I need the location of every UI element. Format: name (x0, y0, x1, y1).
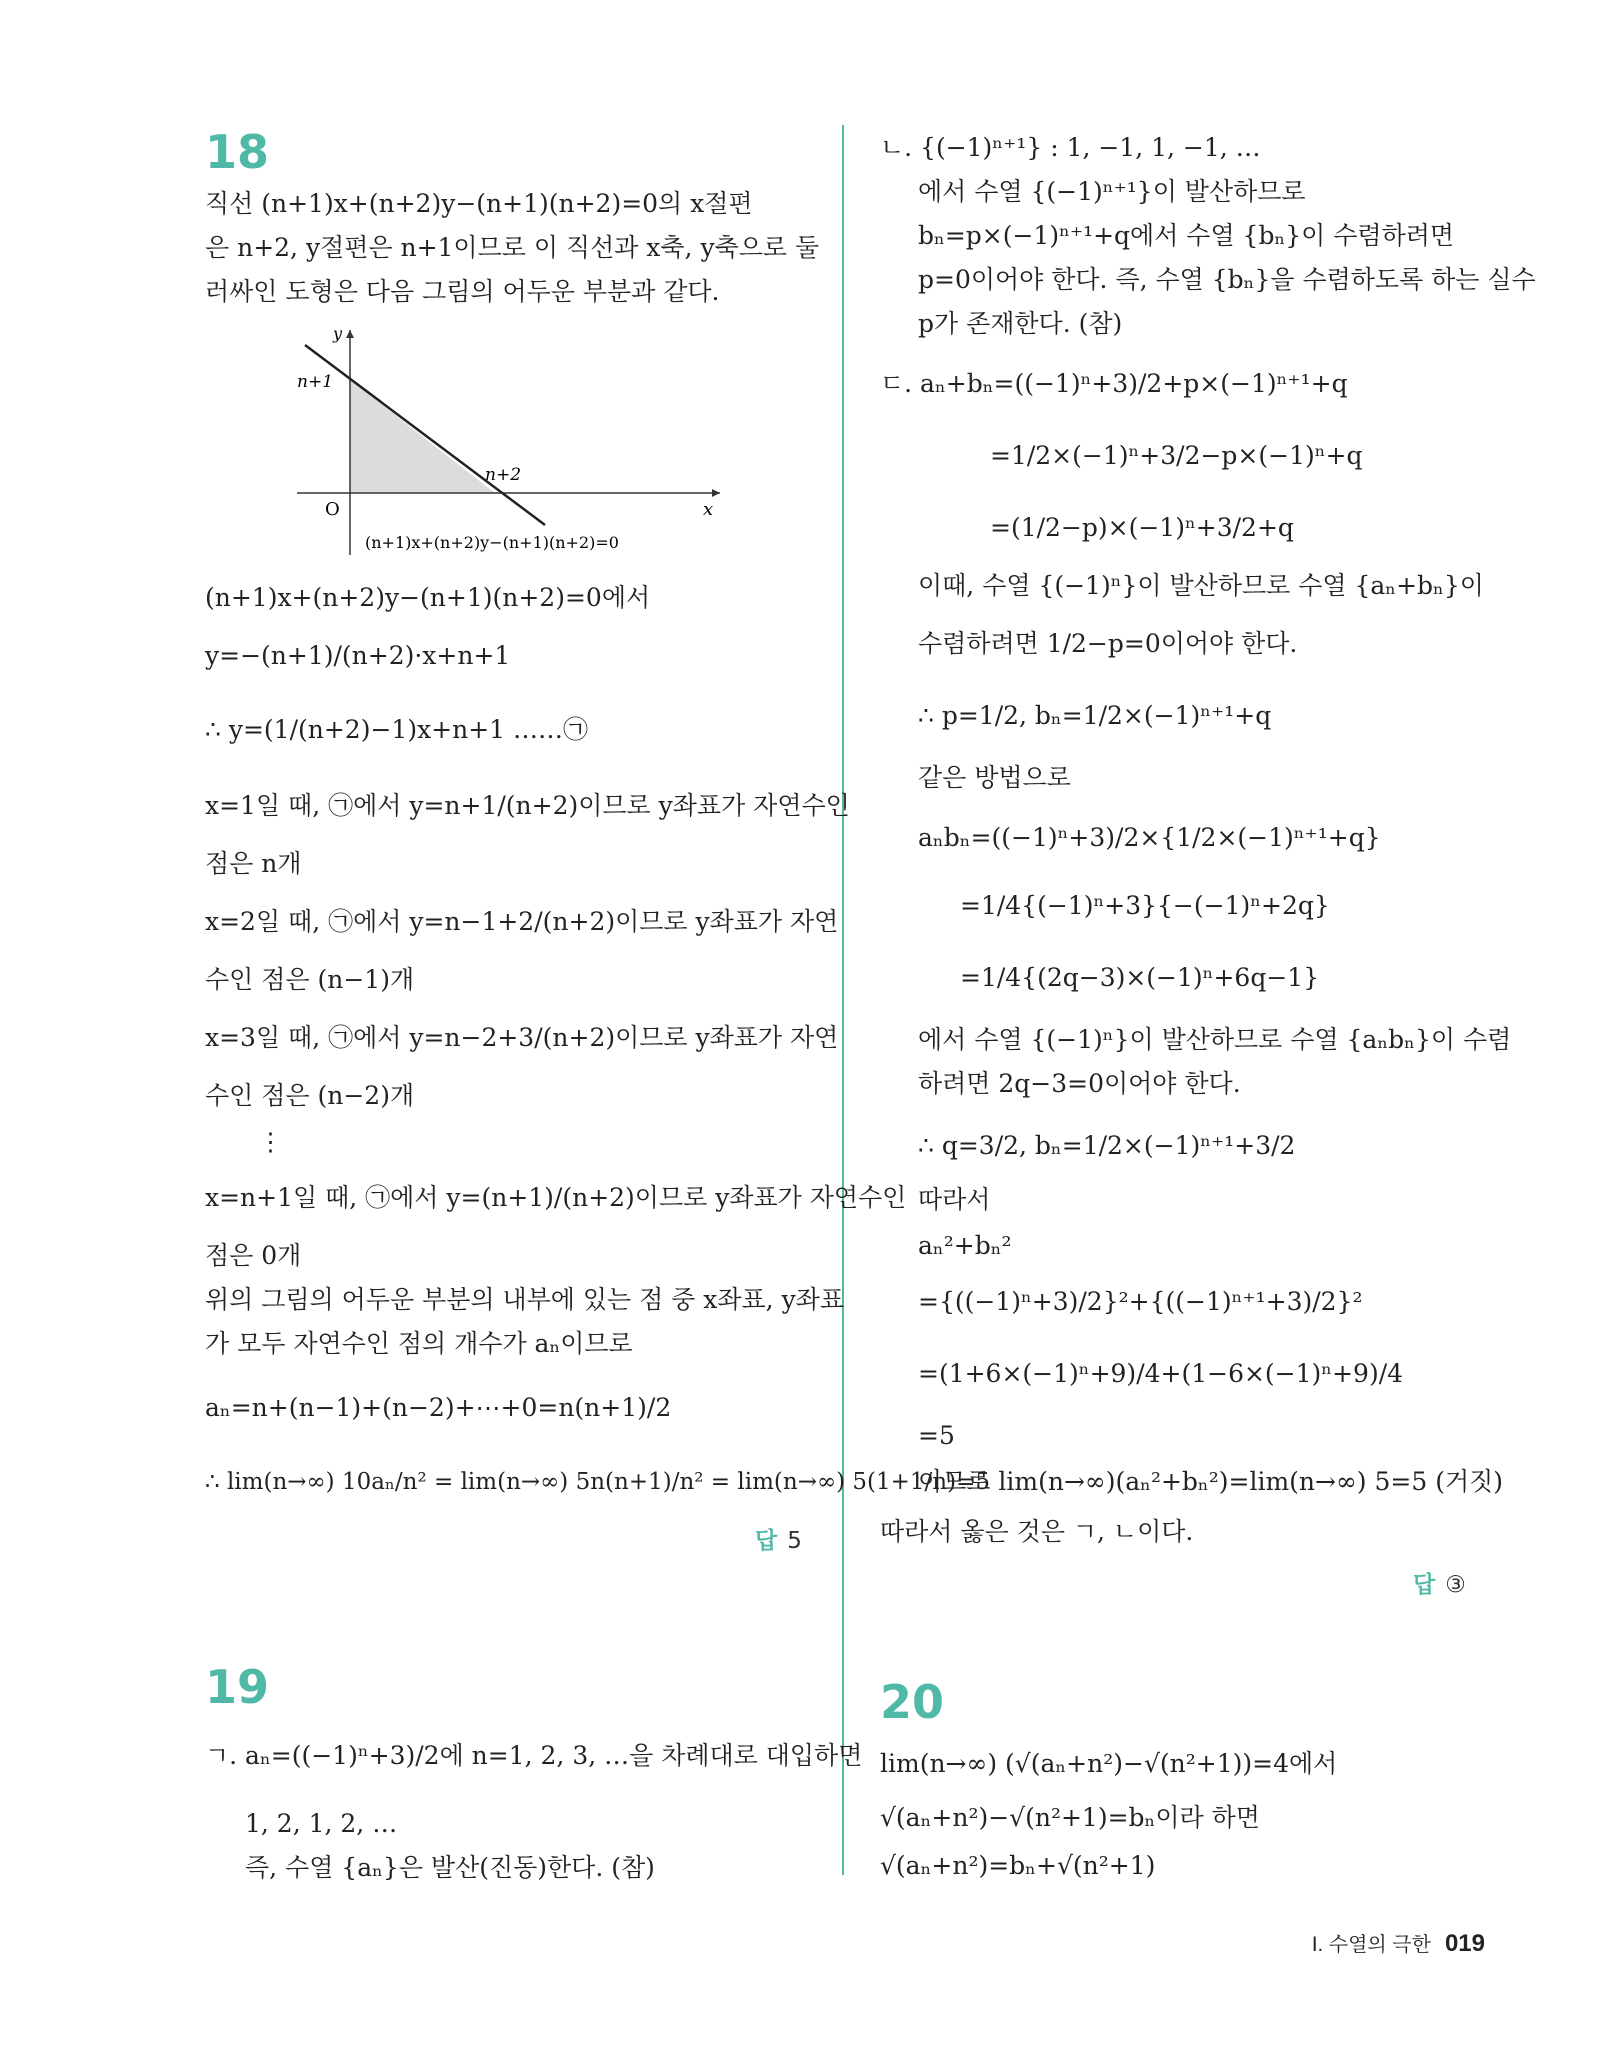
x-axis-arrow (712, 489, 720, 497)
p18-line-11: x=3일 때, ㉠에서 y=n−2+3/(n+2)이므로 y좌표가 자연 (205, 1023, 839, 1052)
p18-line-3: 러싸인 도형은 다음 그림의 어두운 부분과 같다. (205, 277, 720, 306)
p19b-line-21: ={((−1)ⁿ+3)/2}²+{((−1)ⁿ⁺¹+3)/2}² (918, 1287, 1363, 1316)
p19-line-3: 즉, 수열 {aₙ}은 발산(진동)한다. (참) (245, 1853, 655, 1882)
p18-answer-value: 5 (787, 1528, 802, 1554)
p18-line-2: 은 n+2, y절편은 n+1이므로 이 직선과 x축, y축으로 둘 (205, 233, 820, 262)
p19b-line-10: 수렴하려면 1/2−p=0이어야 한다. (918, 629, 1298, 658)
p19b-line-25: 따라서 옳은 것은 ㄱ, ㄴ이다. (880, 1517, 1194, 1546)
page-number: 019 (1444, 1930, 1485, 1957)
origin-label: O (325, 499, 340, 520)
p19b-line-22: =(1+6×(−1)ⁿ+9)/4+(1−6×(−1)ⁿ+9)/4 (918, 1359, 1404, 1388)
problem-18-number: 18 (205, 125, 270, 179)
p18-line-13: x=n+1일 때, ㉠에서 y=(n+1)/(n+2)이므로 y좌표가 자연수인 (205, 1183, 907, 1212)
p19b-line-13: aₙbₙ=((−1)ⁿ+3)/2×{1/2×(−1)ⁿ⁺¹+q} (918, 823, 1381, 852)
p19b-line-3: bₙ=p×(−1)ⁿ⁺¹+q에서 수열 {bₙ}이 수렴하려면 (918, 221, 1455, 250)
p19-answer (1413, 1566, 1466, 1599)
p18-line-1: 직선 (n+1)x+(n+2)y−(n+1)(n+2)=0의 x절편 (205, 189, 753, 218)
page-footer (1312, 1928, 1485, 1958)
p18-vdots: ⋮ (258, 1127, 283, 1156)
p18-line-8: 점은 n개 (205, 849, 302, 878)
y-axis-label: y (333, 325, 343, 343)
shaded-triangle (350, 380, 495, 493)
p19b-line-4: p=0이어야 한다. 즉, 수열 {bₙ}을 수렴하도록 하는 실수 (918, 265, 1536, 294)
p19b-line-7: =1/2×(−1)ⁿ+3/2−p×(−1)ⁿ+q (990, 441, 1363, 470)
p18-line-12: 수인 점은 (n−2)개 (205, 1081, 415, 1110)
p19b-line-8: =(1/2−p)×(−1)ⁿ+3/2+q (990, 513, 1294, 542)
p20-line-2: √(aₙ+n²)−√(n²+1)=bₙ이라 하면 (880, 1803, 1260, 1832)
x-axis-label: x (703, 499, 714, 520)
p19b-line-19: 따라서 (918, 1185, 991, 1214)
p19b-line-14: =1/4{(−1)ⁿ+3}{−(−1)ⁿ+2q} (960, 891, 1330, 920)
p18-line-14: 점은 0개 (205, 1241, 302, 1270)
p18-line-10: 수인 점은 (n−1)개 (205, 965, 415, 994)
p19-line-2: 1, 2, 1, 2, … (245, 1809, 398, 1838)
p18-line-9: x=2일 때, ㉠에서 y=n−1+2/(n+2)이므로 y좌표가 자연 (205, 907, 839, 936)
p19b-line-15: =1/4{(2q−3)×(−1)ⁿ+6q−1} (960, 963, 1320, 992)
p18-line-7: x=1일 때, ㉠에서 y=n+1/(n+2)이므로 y좌표가 자연수인 (205, 791, 850, 820)
p19b-line-23: =5 (918, 1421, 955, 1450)
p18-line-17: aₙ=n+(n−1)+(n−2)+⋯+0=n(n+1)/2 (205, 1393, 672, 1422)
p18-line-6: ∴ y=(1/(n+2)−1)x+n+1 ……㉠ (205, 715, 589, 744)
p19b-line-11: ∴ p=1/2, bₙ=1/2×(−1)ⁿ⁺¹+q (918, 701, 1272, 730)
p19-answer-value: ③ (1445, 1572, 1466, 1598)
p18-line-18: ∴ lim(n→∞) 10aₙ/n² = lim(n→∞) 5n(n+1)/n² = lim(n→∞) 5(1+1/n)=5 (205, 1469, 990, 1495)
p19b-line-5: p가 존재한다. (참) (918, 309, 1123, 338)
p19b-line-2: 에서 수열 {(−1)ⁿ⁺¹}이 발산하므로 (918, 177, 1306, 206)
p19b-line-6: ㄷ. aₙ+bₙ=((−1)ⁿ+3)/2+p×(−1)ⁿ⁺¹+q (880, 369, 1348, 398)
answer-label: 답 (1413, 1572, 1436, 1598)
p19b-line-20: aₙ²+bₙ² (918, 1231, 1012, 1260)
answer-label: 답 (755, 1528, 778, 1554)
p19b-line-9: 이때, 수열 {(−1)ⁿ}이 발산하므로 수열 {aₙ+bₙ}이 (918, 571, 1484, 600)
section-title: Ⅰ. 수열의 극한 (1311, 1934, 1431, 1956)
p18-line-5: y=−(n+1)/(n+2)·x+n+1 (205, 641, 511, 670)
p19-line-1: ㄱ. aₙ=((−1)ⁿ+3)/2에 n=1, 2, 3, …을 차례대로 대입하면 (205, 1741, 863, 1770)
p20-line-1: lim(n→∞) (√(aₙ+n²)−√(n²+1))=4에서 (880, 1749, 1338, 1778)
p18-line-15: 위의 그림의 어두운 부분의 내부에 있는 점 중 x좌표, y좌표 (205, 1285, 844, 1314)
problem-19-number: 19 (205, 1660, 270, 1714)
problem-20-number: 20 (880, 1675, 945, 1729)
column-divider (842, 125, 844, 1875)
line-equation-label: (n+1)x+(n+2)y−(n+1)(n+2)=0 (365, 533, 619, 552)
p18-line-16: 가 모두 자연수인 점의 개수가 aₙ이므로 (205, 1329, 633, 1358)
p19b-line-18: ∴ q=3/2, bₙ=1/2×(−1)ⁿ⁺¹+3/2 (918, 1131, 1296, 1160)
x-intercept-label: n+2 (485, 465, 522, 485)
p19b-line-16: 에서 수열 {(−1)ⁿ}이 발산하므로 수열 {aₙbₙ}이 수렴 (918, 1025, 1512, 1054)
p19b-line-24: 이므로 lim(n→∞)(aₙ²+bₙ²)=lim(n→∞) 5=5 (거짓) (918, 1467, 1503, 1496)
p19b-line-17: 하려면 2q−3=0이어야 한다. (918, 1069, 1241, 1098)
y-axis-arrow (346, 330, 354, 338)
p18-line-4: (n+1)x+(n+2)y−(n+1)(n+2)=0에서 (205, 583, 651, 612)
p19b-line-1: ㄴ. {(−1)ⁿ⁺¹} : 1, −1, 1, −1, … (880, 133, 1261, 162)
y-intercept-label: n+1 (297, 372, 334, 392)
p18-answer (755, 1522, 802, 1555)
p19b-line-12: 같은 방법으로 (918, 763, 1071, 792)
intercept-triangle-figure (295, 325, 725, 560)
boundary-line (305, 345, 545, 525)
p20-line-3: √(aₙ+n²)=bₙ+√(n²+1) (880, 1851, 1156, 1880)
